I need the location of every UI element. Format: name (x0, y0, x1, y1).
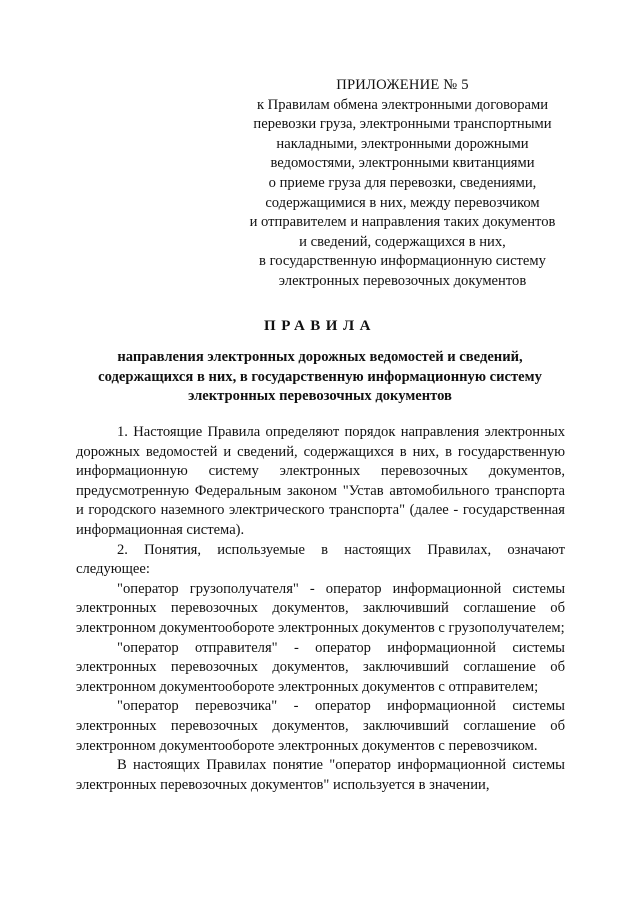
appendix-line: перевозки груза, электронными транспортными (253, 116, 552, 133)
appendix-line: накладными, электронными дорожными (276, 135, 529, 152)
appendix-line: о приеме груза для перевозки, сведениями, (268, 174, 537, 191)
appendix-line: в государственную информационную систему (259, 253, 546, 270)
subtitle-line: электронных перевозочных документов (188, 388, 452, 405)
appendix-line: электронных перевозочных документов (278, 272, 527, 289)
paragraph: "оператор отправителя" - оператор информационной системы электронных перевозочных документов, заключивший соглашение об электронном документообороте электронных документов с отправителем; (76, 639, 569, 695)
document-body (76, 423, 569, 795)
appendix-line: и сведений, содержащихся в них, (299, 233, 506, 250)
subtitle-line: содержащихся в них, в государственную информационную систему (98, 368, 542, 385)
paragraph: 1. Настоящие Правила определяют порядок направления электронных дорожных ведомостей и сведений, содержащихся в них, в государственную информационную систему электронных перевозочных документов, предусмотренную Федеральным законом "Устав автомобильного транспорта и городского наземного электрического транспорта" (далее - государственная информационная система). (76, 424, 569, 538)
appendix-line: и отправителем и направления таких документов (249, 214, 556, 231)
appendix-line: содержащимися в них, между перевозчиком (265, 194, 540, 211)
paragraph: "оператор грузополучателя" - оператор информационной системы электронных перевозочных документов, заключивший соглашение об электронном документообороте электронных документов с грузополучателем; (76, 580, 569, 636)
document-title-block (70, 316, 570, 407)
appendix-line: ведомостями, электронными квитанциями (270, 155, 535, 172)
paragraph: "оператор перевозчика" - оператор информационной системы электронных перевозочных документов, заключивший соглашение об электронном документообороте электронных документов с перевозчиком. (76, 698, 569, 754)
document-subtitle (70, 348, 570, 407)
subtitle-line: направления электронных дорожных ведомостей и сведений, (117, 349, 523, 365)
appendix-header (240, 76, 565, 292)
paragraph: 2. Понятия, используемые в настоящих Правилах, означают следующее: (76, 541, 569, 578)
appendix-line: к Правилам обмена электронными договорами (256, 96, 549, 113)
paragraph: В настоящих Правилах понятие "оператор информационной системы электронных перевозочных документов" используется в значении, (76, 757, 569, 793)
appendix-title: ПРИЛОЖЕНИЕ № 5 (336, 77, 469, 93)
document-title: ПРАВИЛА (264, 318, 376, 334)
